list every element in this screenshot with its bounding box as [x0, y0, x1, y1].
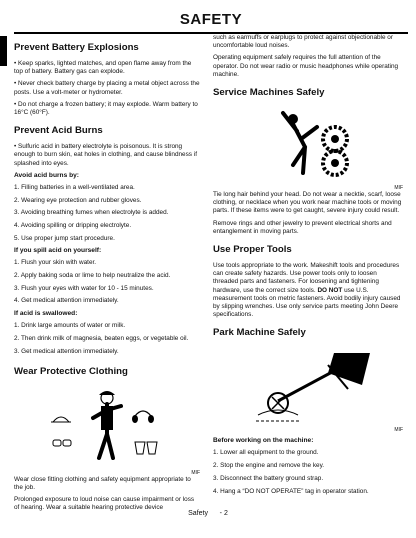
footer-section: Safety [188, 510, 208, 517]
swallow-item: 2. Then drink milk of magnesia, beaten eggs, or vegetable oil. [14, 334, 189, 342]
attention-paragraph: Operating equipment safely requires the full attention of the operator. Do not wear radio or music headphones while operating machine. [213, 54, 399, 78]
tools-do-not: DO NOT [317, 286, 343, 294]
avoid-item: 2. Wearing eye protection and rubber gloves. [14, 196, 142, 204]
section-tab-marker [0, 36, 7, 66]
battery-heading: Prevent Battery Explosions [14, 42, 139, 53]
clothing-paragraph-2: Prolonged exposure to loud noise can cause impairment or loss of hearing. Wear a suitable hearing protective device [14, 496, 195, 512]
tools-paragraph [213, 262, 403, 319]
park-step: 1. Lower all equipment to the ground. [213, 449, 319, 457]
acid-heading: Prevent Acid Burns [14, 125, 103, 137]
battery-bullet-2: • Never check battery charge by placing a metal object across the posts. Use a volt-meter or hydrometer. [14, 80, 200, 96]
park-figure-label: MIF [394, 427, 403, 434]
tools-heading: Use Proper Tools [213, 244, 292, 256]
before-heading: Before working on the machine: [213, 437, 314, 445]
avoid-item: 3. Avoiding breathing fumes when electrolyte is added. [14, 209, 169, 217]
entanglement-hazard-illustration [243, 105, 373, 185]
spill-heading: If you spill acid on yourself: [14, 247, 102, 255]
acid-intro: • Sulfuric acid in battery electrolyte is poisonous. It is strong enough to burn skin, eat holes in clothing, and cause blindness if splashed into eyes. [14, 143, 197, 167]
park-heading: Park Machine Safely [213, 327, 306, 339]
park-machine-illustration [238, 345, 378, 427]
swallow-item: 3. Get medical attention immediately. [14, 347, 119, 355]
spill-item: 1. Flush your skin with water. [14, 259, 97, 267]
spill-item: 3. Flush your eyes with water for 10 - 15 minutes. [14, 284, 154, 292]
page-title-bar [14, 10, 408, 34]
spill-item: 4. Get medical attention immediately. [14, 297, 119, 305]
clothing-heading: Wear Protective Clothing [14, 365, 128, 377]
avoid-item: 5. Use proper jump start procedure. [14, 234, 115, 242]
avoid-item: 4. Avoiding spilling or dripping electrolyte. [14, 221, 132, 229]
left-column [14, 34, 200, 517]
tools-text-a: Use tools appropriate to the work. Makeshift tools and procedures can create safety hazards. Use power tools only to loosen threaded parts and fasteners. For loosening and tightening hardware, use the correct size tools. [213, 262, 400, 294]
spill-item: 2. Apply baking soda or lime to help neutralize the acid. [14, 272, 171, 280]
page-footer [0, 510, 416, 517]
clothing-paragraph-continued: such as earmuffs or earplugs to protect against objectionable or uncomfortable loud noises. [213, 34, 393, 50]
protective-clothing-illustration [47, 384, 167, 470]
avoid-heading: Avoid acid burns by: [14, 171, 79, 179]
service-paragraph-2: Remove rings and other jewelry to prevent electrical shorts and entanglement in moving parts. [213, 219, 392, 235]
park-step: 4. Hang a “DO NOT OPERATE” tag in operator station. [213, 487, 369, 495]
service-heading: Service Machines Safely [213, 87, 325, 99]
footer-page-number: - 2 [219, 510, 228, 517]
right-column [213, 34, 403, 500]
tools-text-b: use U.S. measurement tools on metric fasteners. Avoid bodily injury caused by slipping wrenches. Use only service parts meeting John Deere specifications. [213, 286, 401, 319]
park-step: 2. Stop the engine and remove the key. [213, 462, 325, 470]
avoid-item: 1. Filling batteries in a well-ventilated area. [14, 183, 135, 191]
swallow-item: 1. Drink large amounts of water or milk. [14, 322, 126, 330]
service-figure-label: MIF [394, 185, 403, 192]
service-paragraph-1: Tie long hair behind your head. Do not wear a necktie, scarf, loose clothing, or necklace when you work near machine tools or moving parts. If these items were to get caught, severe injury could result. [213, 191, 402, 215]
page-title: SAFETY [179, 11, 243, 28]
battery-bullet-1: • Keep sparks, lighted matches, and open flame away from the top of battery. Battery gas can explode. [14, 60, 192, 76]
swallow-heading: If acid is swallowed: [14, 310, 78, 318]
battery-bullet-3: • Do not charge a frozen battery; it may explode. Warm battery to 16°C (60°F). [14, 100, 198, 117]
clothing-paragraph-1: Wear close fitting clothing and safety equipment appropriate to the job. [14, 475, 191, 491]
clothing-figure-label: MIF [191, 469, 200, 476]
park-step: 3. Disconnect the battery ground strap. [213, 474, 324, 482]
